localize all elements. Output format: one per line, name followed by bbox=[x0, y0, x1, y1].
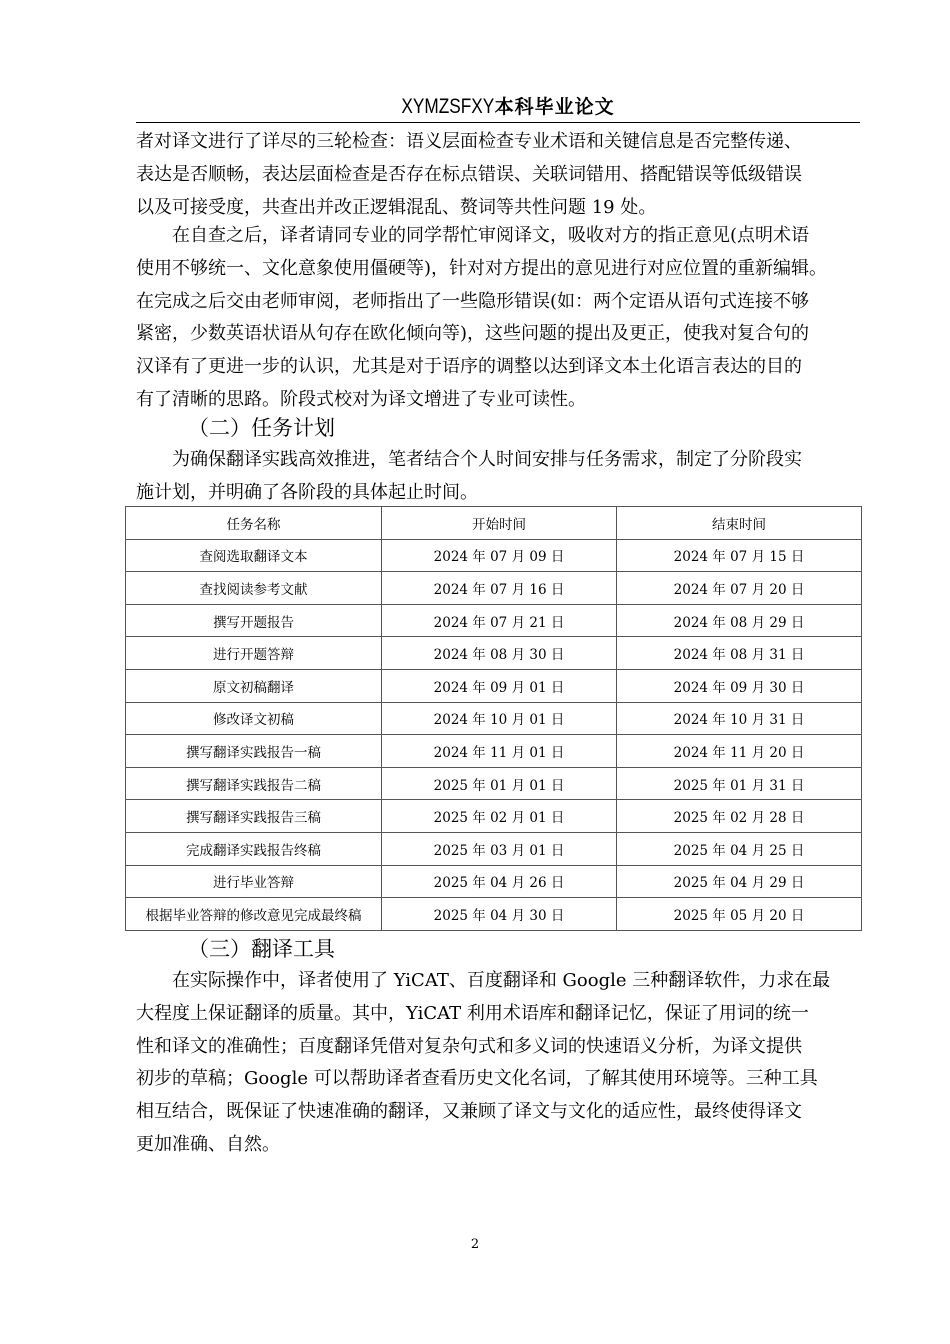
text-line: 在自查之后，译者请同专业的同学帮忙审阅译文，吸收对方的指正意见(点明术语 bbox=[136, 225, 810, 246]
text-line: 在实际操作中，译者使用了 YiCAT、百度翻译和 Google 三种翻译软件，力求在最 bbox=[136, 970, 831, 991]
table-row bbox=[126, 702, 862, 735]
start-date-cell: 2024 年 07 月 09 日 bbox=[382, 539, 617, 572]
table-row bbox=[126, 800, 862, 833]
text-line: 有了清晰的思路。阶段式校对为译文增进了专业可读性。 bbox=[136, 388, 586, 410]
task-name-cell: 进行毕业答辩 bbox=[126, 865, 382, 898]
paragraph-translation-tools bbox=[136, 965, 860, 1162]
task-name-cell: 查找阅读参考文献 bbox=[126, 572, 382, 605]
end-date-cell: 2025 年 04 月 29 日 bbox=[617, 865, 862, 898]
end-date-cell: 2024 年 10 月 31 日 bbox=[617, 702, 862, 735]
table-row bbox=[126, 865, 862, 898]
text-line: 初步的草稿；Google 可以帮助译者查看历史文化名词，了解其使用环境等。三种工具 bbox=[136, 1068, 818, 1090]
table-row bbox=[126, 735, 862, 768]
end-date-cell: 2024 年 07 月 15 日 bbox=[617, 539, 862, 572]
text-line: 在完成之后交由老师审阅，老师指出了一些隐形错误(如：两个定语从语句式连接不够 bbox=[136, 290, 810, 312]
task-name-cell: 进行开题答辩 bbox=[126, 637, 382, 670]
table-header-row bbox=[126, 507, 862, 540]
task-name-cell: 撰写翻译实践报告一稿 bbox=[126, 735, 382, 768]
end-date-cell: 2024 年 09 月 30 日 bbox=[617, 669, 862, 702]
start-date-cell: 2024 年 07 月 21 日 bbox=[382, 604, 617, 637]
column-header-start: 开始时间 bbox=[382, 507, 617, 540]
end-date-cell: 2025 年 04 月 25 日 bbox=[617, 832, 862, 865]
end-date-cell: 2024 年 08 月 31 日 bbox=[617, 637, 862, 670]
column-header-end: 结束时间 bbox=[617, 507, 862, 540]
text-line: 更加准确、自然。 bbox=[136, 1133, 280, 1155]
header-title: 本科毕业论文 bbox=[494, 96, 615, 118]
section-heading-task-plan: （二）任务计划 bbox=[188, 416, 335, 440]
text-line: 性和译文的准确性；百度翻译凭借对复杂句式和多义词的快速语义分析，为译文提供 bbox=[136, 1035, 802, 1057]
task-name-cell: 根据毕业答辩的修改意见完成最终稿 bbox=[126, 898, 382, 931]
paragraph-peer-review bbox=[136, 220, 860, 417]
paragraph-proofreading-continued bbox=[136, 126, 860, 224]
text-line: 大程度上保证翻译的质量。其中，YiCAT 利用术语库和翻译记忆，保证了用词的统一 bbox=[136, 1002, 809, 1024]
text-line: 使用不够统一、文化意象使用僵硬等)，针对对方提出的意见进行对应位置的重新编辑。 bbox=[136, 257, 828, 279]
task-schedule-table bbox=[125, 506, 862, 931]
text-line: 为确保翻译实践高效推进，笔者结合个人时间安排与任务需求，制定了分阶段实 bbox=[136, 449, 802, 470]
task-name-cell: 撰写开题报告 bbox=[126, 604, 382, 637]
start-date-cell: 2024 年 07 月 16 日 bbox=[382, 572, 617, 605]
table-row bbox=[126, 637, 862, 670]
section-heading-translation-tools: （三）翻译工具 bbox=[188, 937, 335, 961]
end-date-cell: 2025 年 05 月 20 日 bbox=[617, 898, 862, 931]
task-name-cell: 撰写翻译实践报告三稿 bbox=[126, 800, 382, 833]
page-header bbox=[136, 92, 860, 123]
task-name-cell: 撰写翻译实践报告二稿 bbox=[126, 767, 382, 800]
text-line: 以及可接受度，共查出并改正逻辑混乱、赘词等共性问题 19 处。 bbox=[136, 196, 657, 218]
start-date-cell: 2025 年 01 月 01 日 bbox=[382, 767, 617, 800]
table-row bbox=[126, 767, 862, 800]
text-line: 汉译有了更进一步的认识，尤其是对于语序的调整以达到译文本土化语言表达的目的 bbox=[136, 356, 802, 378]
end-date-cell: 2024 年 11 月 20 日 bbox=[617, 735, 862, 768]
start-date-cell: 2024 年 08 月 30 日 bbox=[382, 637, 617, 670]
start-date-cell: 2025 年 02 月 01 日 bbox=[382, 800, 617, 833]
task-name-cell: 完成翻译实践报告终稿 bbox=[126, 832, 382, 865]
page-number: 2 bbox=[470, 1237, 480, 1252]
text-line: 表达是否顺畅，表达层面检查是否存在标点错误、关联词错用、搭配错误等低级错误 bbox=[136, 163, 802, 185]
start-date-cell: 2025 年 04 月 26 日 bbox=[382, 865, 617, 898]
column-header-task: 任务名称 bbox=[126, 507, 382, 540]
task-name-cell: 修改译文初稿 bbox=[126, 702, 382, 735]
start-date-cell: 2024 年 11 月 01 日 bbox=[382, 735, 617, 768]
paragraph-task-plan bbox=[136, 444, 860, 510]
task-name-cell: 查阅选取翻译文本 bbox=[126, 539, 382, 572]
text-line: 者对译文进行了详尽的三轮检查：语义层面检查专业术语和关键信息是否完整传递、 bbox=[136, 131, 802, 152]
table-row bbox=[126, 832, 862, 865]
start-date-cell: 2024 年 10 月 01 日 bbox=[382, 702, 617, 735]
header-code: XYMZSFXY bbox=[401, 95, 495, 118]
end-date-cell: 2024 年 08 月 29 日 bbox=[617, 604, 862, 637]
end-date-cell: 2024 年 07 月 20 日 bbox=[617, 572, 862, 605]
table-row bbox=[126, 572, 862, 605]
text-line: 相互结合，既保证了快速准确的翻译，又兼顾了译文与文化的适应性，最终使得译文 bbox=[136, 1101, 802, 1123]
start-date-cell: 2025 年 03 月 01 日 bbox=[382, 832, 617, 865]
text-line: 紧密，少数英语状语从句存在欧化倾向等)，这些问题的提出及更正，使我对复合句的 bbox=[136, 323, 810, 345]
table-row bbox=[126, 669, 862, 702]
end-date-cell: 2025 年 01 月 31 日 bbox=[617, 767, 862, 800]
table-row bbox=[126, 604, 862, 637]
end-date-cell: 2025 年 02 月 28 日 bbox=[617, 800, 862, 833]
task-name-cell: 原文初稿翻译 bbox=[126, 669, 382, 702]
table-row bbox=[126, 898, 862, 931]
start-date-cell: 2024 年 09 月 01 日 bbox=[382, 669, 617, 702]
start-date-cell: 2025 年 04 月 30 日 bbox=[382, 898, 617, 931]
text-line: 施计划，并明确了各阶段的具体起止时间。 bbox=[136, 481, 478, 503]
table-row bbox=[126, 539, 862, 572]
